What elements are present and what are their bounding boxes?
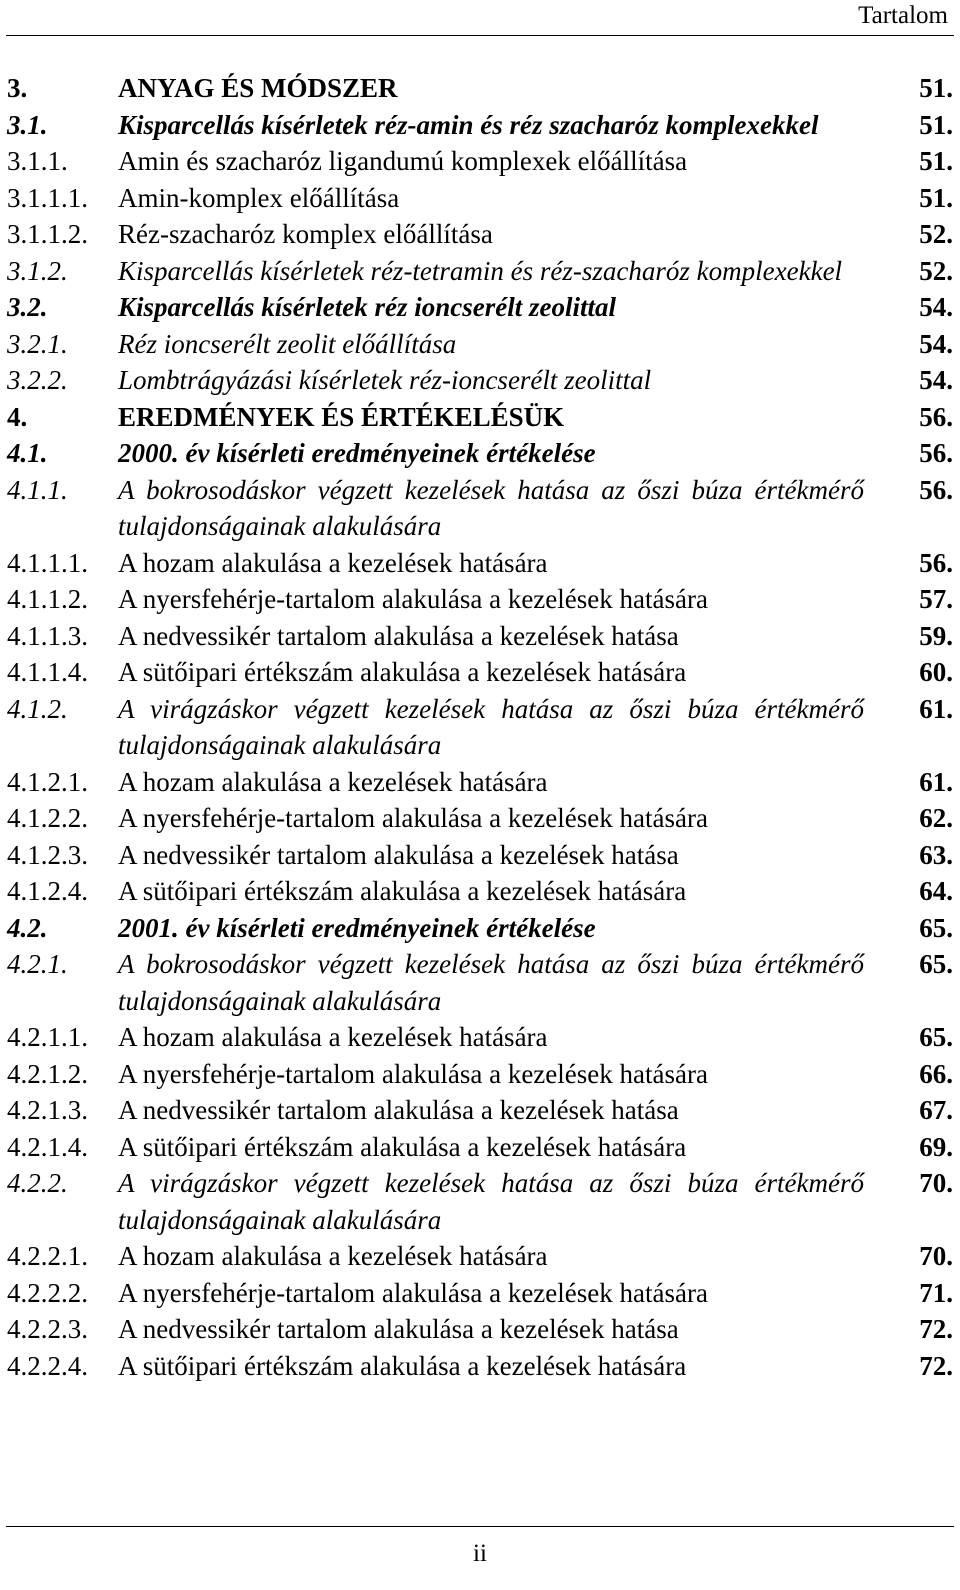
toc-entry-number: 3.1.1. [7, 146, 68, 176]
toc-entry-title: Lombtrágyázási kísérletek réz-ioncserélt zeolittal [118, 365, 652, 395]
toc-entry [7, 399, 953, 436]
toc-entry-page: 66. [919, 1058, 953, 1089]
toc-entry-number: 3.2.2. [7, 365, 68, 395]
toc-entry-page: 51. [919, 73, 953, 103]
toc-entry-title: A bokrosodáskor végzett kezelések hatása az őszi búza értékmérő tulajdonságainak alakulására [118, 474, 864, 541]
toc-entry-number: 4.1. [7, 438, 48, 468]
toc-entry [7, 654, 953, 691]
toc-entry-number: 3.1.1.1. [7, 182, 88, 213]
toc-entry [7, 545, 953, 582]
toc-entry [7, 1056, 953, 1093]
toc-entry-page: 65. [919, 912, 953, 943]
toc-entry [7, 326, 953, 363]
toc-entry-number: 3.1.2. [7, 255, 68, 286]
toc-entry-number: 4.2.1.2. [7, 1058, 88, 1089]
toc-entry-title: Réz-szacharóz komplex előállítása [118, 219, 493, 249]
toc-entry-page: 59. [919, 620, 953, 651]
toc-entry [7, 873, 953, 910]
toc-entry-page: 57. [919, 584, 953, 614]
toc-entry-page: 51. [919, 182, 953, 213]
toc-entry-number: 4.2.2.3. [7, 1314, 88, 1344]
toc-entry-number: 3.2.1. [7, 328, 68, 359]
toc-entry-title: A nyersfehérje-tartalom alakulása a kezelések hatására [118, 584, 708, 614]
header-rule [6, 35, 954, 36]
toc-entry-page: 72. [919, 1314, 953, 1344]
toc-entry [7, 1019, 953, 1056]
toc-entry [7, 1275, 953, 1312]
toc-entry [7, 472, 953, 545]
toc-entry-number: 4.1.2.2. [7, 803, 88, 833]
toc-entry-title: A nedvessikér tartalom alakulása a kezelések hatása [118, 839, 679, 870]
toc-entry-title: A virágzáskor végzett kezelések hatása az őszi búza értékmérő tulajdonságainak alakulására [118, 693, 864, 760]
toc-entry-title: Kisparcellás kísérletek réz-tetramin és réz-szacharóz komplexekkel [118, 255, 843, 286]
toc-entry-title: Kisparcellás kísérletek réz ioncserélt zeolittal [118, 292, 616, 322]
toc-entry-page: 54. [919, 292, 953, 322]
toc-entry-number: 4.1.2. [7, 693, 68, 724]
toc-entry-number: 4.2. [7, 912, 48, 943]
toc-entry-number: 4.2.2.1. [7, 1241, 88, 1271]
toc-entry-page: 52. [919, 219, 953, 249]
toc-entry-title: Kisparcellás kísérletek réz-amin és réz szacharóz komplexekkel [118, 109, 819, 140]
toc-entry-page: 72. [919, 1350, 953, 1381]
toc-entry-title: A sütőipari értékszám alakulása a kezelések hatására [118, 657, 687, 687]
toc-entry-title: Amin és szacharóz ligandumú komplexek előállítása [118, 146, 688, 176]
toc-entry-title: A sütőipari értékszám alakulása a kezelések hatására [118, 1131, 687, 1162]
toc-entry-title: ANYAG ÉS MÓDSZER [118, 73, 398, 103]
toc-entry-page: 52. [919, 255, 953, 286]
toc-entry-number: 4.2.2. [7, 1168, 68, 1198]
toc-entry-page: 56. [919, 438, 953, 468]
toc-entry [7, 70, 953, 107]
toc-entry-page: 51. [919, 146, 953, 176]
toc-entry-number: 4. [7, 401, 28, 432]
toc-entry-page: 51. [919, 109, 953, 140]
toc-entry-title: A sütőipari értékszám alakulása a kezelések hatására [118, 876, 687, 906]
toc-entry-page: 67. [919, 1095, 953, 1125]
toc-entry [7, 107, 953, 144]
toc-entry [7, 362, 953, 399]
toc-entry-page: 56. [919, 547, 953, 578]
toc-entry [7, 216, 953, 253]
toc-entry [7, 800, 953, 837]
toc-entry-page: 64. [919, 876, 953, 906]
toc-entry-number: 4.2.1.1. [7, 1022, 88, 1052]
toc-entry [7, 435, 953, 472]
toc-entry [7, 1129, 953, 1166]
toc-entry-title: A nedvessikér tartalom alakulása a kezelések hatása [118, 1314, 679, 1344]
toc-entry-title: A nedvessikér tartalom alakulása a kezelések hatása [118, 620, 679, 651]
toc-entry-title: A nyersfehérje-tartalom alakulása a kezelések hatására [118, 1277, 708, 1308]
toc-entry-number: 4.2.2.4. [7, 1350, 88, 1381]
toc-entry [7, 618, 953, 655]
toc-entry [7, 180, 953, 217]
toc-entry [7, 581, 953, 618]
toc-entry-number: 4.1.1.1. [7, 547, 88, 578]
toc-entry [7, 764, 953, 801]
toc-entry-page: 61. [919, 766, 953, 797]
toc-entry-title: A bokrosodáskor végzett kezelések hatása az őszi búza értékmérő tulajdonságainak alakulására [118, 949, 864, 1016]
toc-entry-number: 4.2.1. [7, 949, 68, 979]
page-number: ii [473, 1540, 487, 1567]
toc-entry-title: A nyersfehérje-tartalom alakulása a kezelések hatására [118, 803, 708, 833]
toc-entry [7, 1311, 953, 1348]
toc-entry-title: Amin-komplex előállítása [118, 182, 400, 213]
toc-entry [7, 253, 953, 290]
toc-entry-page: 60. [919, 657, 953, 687]
toc-entry [7, 1348, 953, 1385]
toc-entry-page: 69. [919, 1131, 953, 1162]
toc-entry-number: 4.1.2.4. [7, 876, 88, 906]
toc-entry-number: 4.1.2.3. [7, 839, 88, 870]
toc-entry-title: A hozam alakulása a kezelések hatására [118, 766, 548, 797]
toc-entry-number: 4.2.1.3. [7, 1095, 88, 1125]
toc-entry-number: 4.1.1.3. [7, 620, 88, 651]
toc-entry-title: EREDMÉNYEK ÉS ÉRTÉKELÉSÜK [118, 401, 565, 432]
toc-entry [7, 1165, 953, 1238]
toc-entry-title: A sütőipari értékszám alakulása a kezelések hatására [118, 1350, 687, 1381]
toc-entry-title: A nedvessikér tartalom alakulása a kezelések hatása [118, 1095, 679, 1125]
toc-entry-page: 65. [919, 949, 953, 979]
toc-entry [7, 837, 953, 874]
toc-entry-page: 54. [919, 365, 953, 395]
toc-entry [7, 289, 953, 326]
toc-entry-number: 4.1.2.1. [7, 766, 88, 797]
toc-entry [7, 143, 953, 180]
toc-entry-number: 4.2.2.2. [7, 1277, 88, 1308]
toc-entry-title: A nyersfehérje-tartalom alakulása a kezelések hatására [118, 1058, 708, 1089]
toc-entry-page: 56. [919, 474, 953, 505]
toc-entry-number: 3. [7, 73, 28, 103]
toc-entry-number: 4.1.1. [7, 474, 68, 505]
table-of-contents [7, 70, 953, 1384]
toc-entry-page: 61. [919, 693, 953, 724]
toc-entry-page: 54. [919, 328, 953, 359]
toc-entry-title: A hozam alakulása a kezelések hatására [118, 547, 548, 578]
toc-entry [7, 1238, 953, 1275]
toc-entry [7, 946, 953, 1019]
toc-entry [7, 910, 953, 947]
toc-entry-page: 70. [919, 1241, 953, 1271]
footer-rule [6, 1526, 954, 1527]
toc-entry-number: 3.2. [7, 292, 48, 322]
toc-entry [7, 691, 953, 764]
toc-entry-number: 3.1. [7, 109, 48, 140]
toc-entry [7, 1092, 953, 1129]
toc-entry-page: 56. [919, 401, 953, 432]
toc-entry-page: 63. [919, 839, 953, 870]
toc-entry-number: 4.1.1.4. [7, 657, 88, 687]
toc-entry-title: A hozam alakulása a kezelések hatására [118, 1022, 548, 1052]
running-header-title: Tartalom [858, 2, 948, 29]
toc-entry-page: 71. [919, 1277, 953, 1308]
toc-entry-title: 2000. év kísérleti eredményeinek értékelése [118, 438, 596, 468]
toc-entry-number: 3.1.1.2. [7, 219, 88, 249]
toc-entry-title: A virágzáskor végzett kezelések hatása az őszi búza értékmérő tulajdonságainak alakulására [118, 1168, 864, 1235]
toc-entry-page: 65. [919, 1022, 953, 1052]
toc-entry-title: Réz ioncserélt zeolit előállítása [118, 328, 457, 359]
toc-entry-title: 2001. év kísérleti eredményeinek értékelése [118, 912, 596, 943]
toc-entry-number: 4.1.1.2. [7, 584, 88, 614]
toc-entry-title: A hozam alakulása a kezelések hatására [118, 1241, 548, 1271]
toc-entry-number: 4.2.1.4. [7, 1131, 88, 1162]
toc-entry-page: 62. [919, 803, 953, 833]
toc-entry-page: 70. [919, 1168, 953, 1198]
